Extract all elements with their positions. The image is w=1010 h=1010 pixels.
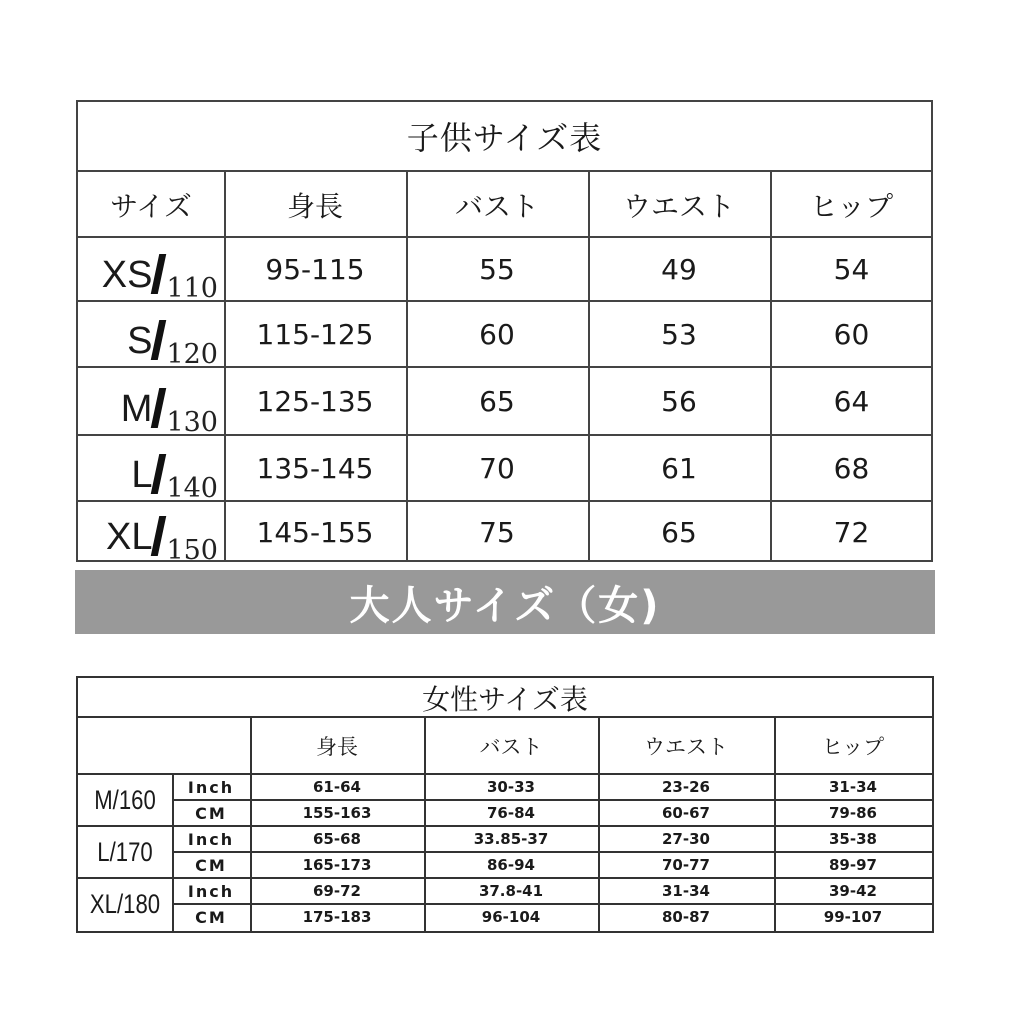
kids-table-title: 子供サイズ表 bbox=[78, 102, 931, 172]
women-cell-height: 61-64 bbox=[313, 778, 361, 796]
kids-height-code: 150 bbox=[166, 535, 218, 566]
women-cell-hip: 89-97 bbox=[829, 856, 877, 874]
kids-cell-waist: 56 bbox=[661, 384, 697, 418]
women-size-label: M/160 bbox=[94, 784, 156, 815]
women-unit-label: CM bbox=[195, 855, 227, 875]
women-cell-waist: 27-30 bbox=[662, 830, 710, 848]
kids-height-code: 120 bbox=[166, 339, 218, 370]
women-cell-height: 175-183 bbox=[302, 908, 372, 926]
women-cell-waist: 31-34 bbox=[662, 882, 710, 900]
kids-header-bust: バスト bbox=[454, 190, 539, 223]
women-cell-height: 155-163 bbox=[302, 804, 372, 822]
women-size-label: L/170 bbox=[97, 836, 153, 867]
kids-cell-bust: 65 bbox=[479, 384, 515, 418]
women-cell-hip: 99-107 bbox=[823, 908, 883, 926]
women-header-height: 身長 bbox=[316, 735, 358, 759]
kids-size-label bbox=[88, 446, 222, 504]
kids-cell-waist: 49 bbox=[661, 252, 697, 286]
women-unit-label: Inch bbox=[187, 777, 235, 797]
kids-size-code: S bbox=[127, 320, 153, 362]
kids-cell-waist: 61 bbox=[661, 451, 697, 485]
women-cell-hip: 39-42 bbox=[829, 882, 877, 900]
kids-cell-hip: 64 bbox=[833, 384, 870, 418]
kids-cell-bust: 70 bbox=[479, 451, 515, 485]
women-header-hip: ヒップ bbox=[821, 735, 885, 759]
kids-height-code: 110 bbox=[166, 273, 218, 304]
women-cell-hip: 31-34 bbox=[829, 778, 877, 796]
women-cell-bust: 37.8-41 bbox=[478, 882, 544, 900]
kids-cell-height: 125-135 bbox=[256, 384, 374, 418]
women-unit-label: Inch bbox=[187, 829, 235, 849]
women-size-table bbox=[76, 676, 934, 933]
women-cell-bust: 30-33 bbox=[487, 778, 535, 796]
kids-cell-hip: 54 bbox=[833, 252, 870, 286]
women-size-label: XL/180 bbox=[89, 888, 161, 919]
kids-size-label bbox=[88, 312, 222, 370]
kids-cell-height: 145-155 bbox=[256, 515, 374, 549]
women-cell-height: 165-173 bbox=[302, 856, 372, 874]
women-cell-bust: 33.85-37 bbox=[473, 830, 549, 848]
kids-cell-height: 115-125 bbox=[256, 317, 374, 351]
women-cell-waist: 23-26 bbox=[662, 778, 710, 796]
women-cell-height: 65-68 bbox=[313, 830, 361, 848]
slash-mark bbox=[151, 320, 167, 360]
women-header-waist: ウエスト bbox=[644, 735, 728, 759]
women-table-title: 女性サイズ表 bbox=[422, 683, 588, 716]
kids-cell-height: 135-145 bbox=[256, 451, 374, 485]
kids-size-code: M bbox=[120, 388, 153, 430]
kids-header-size: サイズ bbox=[110, 190, 192, 223]
women-cell-waist: 60-67 bbox=[662, 804, 710, 822]
kids-size-code: XL bbox=[105, 516, 153, 558]
kids-cell-bust: 75 bbox=[479, 515, 515, 549]
women-cell-hip: 79-86 bbox=[829, 804, 877, 822]
kids-cell-bust: 55 bbox=[479, 252, 515, 286]
women-header-bust: バスト bbox=[479, 735, 543, 759]
women-cell-hip: 35-38 bbox=[829, 830, 877, 848]
women-cell-bust: 96-104 bbox=[481, 908, 541, 926]
kids-size-label bbox=[88, 378, 222, 438]
slash-mark bbox=[151, 254, 167, 294]
kids-cell-hip: 72 bbox=[833, 515, 870, 549]
women-cell-height: 69-72 bbox=[313, 882, 361, 900]
slash-mark bbox=[151, 516, 167, 556]
kids-header-height: 身長 bbox=[286, 190, 343, 223]
kids-cell-bust: 60 bbox=[479, 317, 515, 351]
kids-cell-waist: 53 bbox=[661, 317, 697, 351]
slash-mark bbox=[151, 454, 167, 494]
adult-size-banner: 大人サイズ（女) bbox=[75, 570, 935, 634]
kids-cell-hip: 68 bbox=[833, 451, 870, 485]
women-cell-waist: 70-77 bbox=[662, 856, 710, 874]
women-unit-label: CM bbox=[195, 907, 227, 927]
kids-cell-hip: 60 bbox=[833, 317, 870, 351]
kids-header-hip: ヒップ bbox=[809, 190, 894, 223]
kids-height-code: 140 bbox=[166, 473, 218, 504]
kids-size-label bbox=[88, 248, 222, 304]
kids-size-code: L bbox=[131, 454, 153, 496]
kids-size-code: XS bbox=[101, 254, 153, 296]
kids-cell-waist: 65 bbox=[661, 515, 697, 549]
slash-mark bbox=[151, 388, 167, 428]
kids-cell-height: 95-115 bbox=[265, 252, 365, 286]
women-unit-label: CM bbox=[195, 803, 227, 823]
women-cell-waist: 80-87 bbox=[662, 908, 710, 926]
women-cell-bust: 76-84 bbox=[487, 804, 535, 822]
kids-size-table bbox=[76, 100, 933, 566]
women-unit-label: Inch bbox=[187, 881, 235, 901]
women-cell-bust: 86-94 bbox=[487, 856, 535, 874]
kids-header-waist: ウエスト bbox=[622, 190, 735, 223]
kids-height-code: 130 bbox=[166, 407, 218, 438]
kids-size-label bbox=[88, 512, 222, 566]
